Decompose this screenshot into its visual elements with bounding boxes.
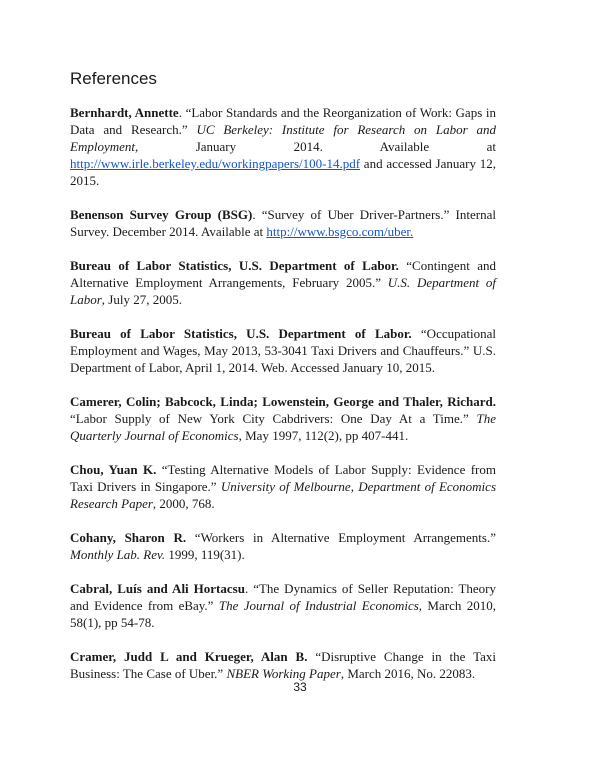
reference-source: The Quarterly Journal of Economics xyxy=(70,411,496,443)
reference-text: . “Labor Standards and the Reorganization of Work: Gaps in Data and Research.” xyxy=(70,105,496,137)
reference-source: U.S. Department of Labor xyxy=(70,275,496,307)
reference-text: , March 2016, No. 22083. xyxy=(340,666,476,681)
reference-text: and accessed January 12, 2015. xyxy=(70,156,496,188)
reference-link[interactable]: http://www.bsgco.com/uber. xyxy=(266,224,414,239)
reference-entry xyxy=(70,206,496,240)
reference-author: Bureau of Labor Statistics, U.S. Department of Labor. xyxy=(70,326,412,341)
reference-text: , January 2014. Available at xyxy=(134,139,496,154)
reference-text: , July 27, 2005. xyxy=(101,292,182,307)
reference-source: NBER Working Paper xyxy=(226,666,341,681)
reference-text: “Testing Alternative Models of Labor Supply: Evidence from Taxi Drivers in Singapore.” xyxy=(70,462,496,494)
reference-entry xyxy=(70,461,496,512)
reference-author: Chou, Yuan K. xyxy=(70,462,157,477)
reference-list xyxy=(70,104,496,699)
reference-entry xyxy=(70,393,496,444)
reference-text: . “Survey of Uber Driver-Partners.” Internal Survey. December 2014. Available at xyxy=(70,207,496,239)
reference-source: UC Berkeley: Institute for Research on Labor and Employment xyxy=(70,122,496,154)
reference-author: Camerer, Colin; Babcock, Linda; Lowenstein, George and Thaler, Richard. xyxy=(70,394,496,409)
reference-text: , May 1997, 112(2), pp 407-441. xyxy=(238,428,409,443)
reference-text: . “The Dynamics of Seller Reputation: Theory and Evidence from eBay.” xyxy=(70,581,497,613)
reference-text: “Contingent and Alternative Employment Arrangements, February 2005.” xyxy=(70,258,496,290)
reference-text: “Workers in Alternative Employment Arrangements.” xyxy=(186,530,496,545)
reference-author: Bureau of Labor Statistics, U.S. Department of Labor. xyxy=(70,258,399,273)
reference-entry xyxy=(70,257,496,308)
reference-entry xyxy=(70,648,496,682)
reference-source: University of Melbourne, Department of Economics Research Paper xyxy=(70,479,497,511)
reference-source: The Journal of Industrial Economics xyxy=(218,598,419,613)
reference-entry xyxy=(70,580,496,631)
reference-text: 1999, 119(31). xyxy=(165,547,245,562)
page-title: References xyxy=(70,69,157,88)
reference-author: Cramer, Judd L and Krueger, Alan B. xyxy=(70,649,308,664)
reference-link[interactable]: http://www.irle.berkeley.edu/workingpapers/100-14.pdf xyxy=(70,156,361,171)
reference-author: Cabral, Luís and Ali Hortacsu xyxy=(70,581,245,596)
reference-entry xyxy=(70,529,496,563)
reference-author: Benenson Survey Group (BSG) xyxy=(70,207,253,222)
reference-text: , 2000, 768. xyxy=(152,496,215,511)
reference-source: Monthly Lab. Rev. xyxy=(70,547,166,562)
reference-text: , March 2010, 58(1), pp 54-78. xyxy=(70,598,496,630)
reference-entry xyxy=(70,325,496,376)
reference-entry xyxy=(70,104,496,189)
reference-text: “Occupational Employment and Wages, May 2013, 53-3041 Taxi Drivers and Chauffeurs.” U.S. Department of Labor, April 1, 2014. Web. Accessed January 10, 2015. xyxy=(70,326,496,375)
reference-text: “Labor Supply of New York City Cabdrivers: One Day At a Time.” xyxy=(70,411,477,426)
reference-author: Cohany, Sharon R. xyxy=(70,530,187,545)
reference-author: Bernhardt, Annette xyxy=(70,105,179,120)
page-number: 33 xyxy=(293,680,307,694)
reference-text: “Disruptive Change in the Taxi Business: The Case of Uber.” xyxy=(70,649,496,681)
